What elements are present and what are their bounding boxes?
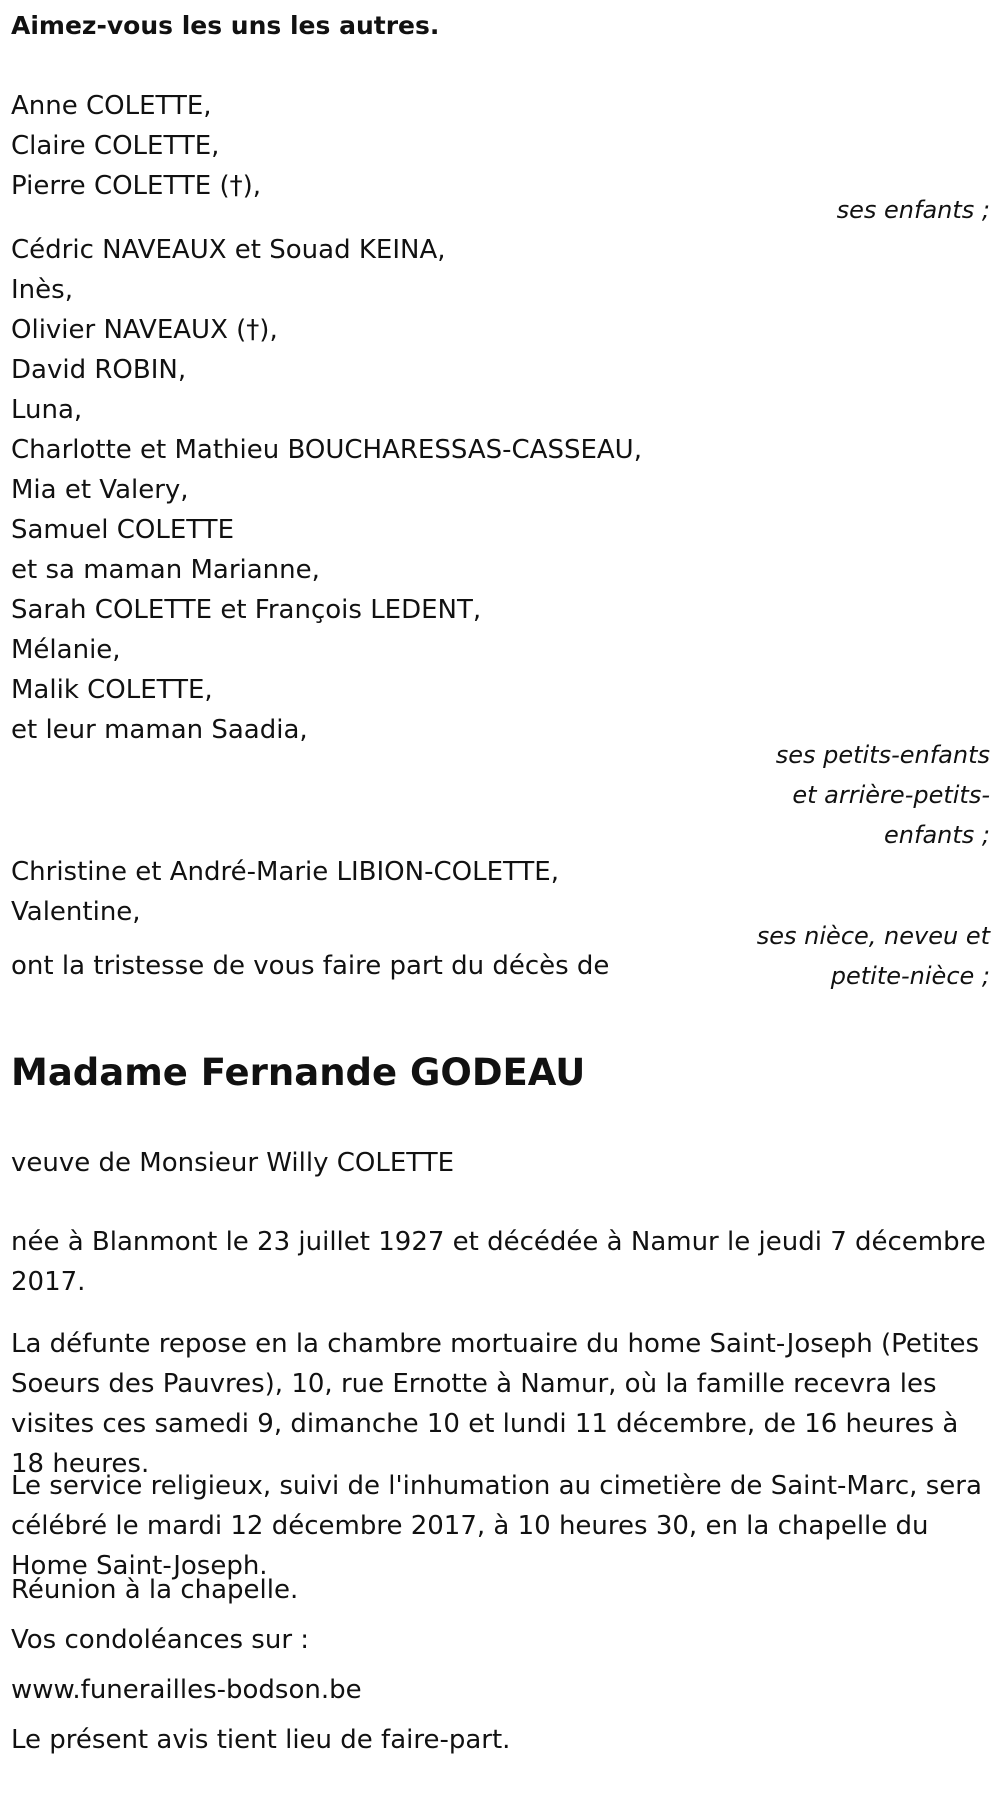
family-member: Cédric NAVEAUX et Souad KEINA,	[11, 235, 446, 265]
closing-paragraph: Le présent avis tient lieu de faire-part.	[11, 1725, 511, 1755]
condolences-paragraph: Vos condoléances sur :	[11, 1625, 310, 1655]
family-member: Anne COLETTE,	[11, 91, 212, 121]
announcement-intro: ont la tristesse de vous faire part du décès de	[11, 951, 610, 981]
family-member: Claire COLETTE,	[11, 131, 220, 161]
grandchildren-group	[11, 230, 642, 750]
family-member: David ROBIN,	[11, 355, 187, 385]
family-member: Luna,	[11, 395, 83, 425]
meeting-paragraph: Réunion à la chapelle.	[11, 1575, 299, 1605]
family-member: Malik COLETTE,	[11, 675, 213, 705]
family-member: Olivier NAVEAUX (†),	[11, 315, 278, 345]
birth-death-paragraph: née à Blanmont le 23 juillet 1927 et décédée à Namur le jeudi 7 décembre 2017.	[11, 1227, 986, 1297]
family-member: Pierre COLETTE (†),	[11, 171, 262, 201]
children-group	[11, 86, 261, 206]
service-paragraph: Le service religieux, suivi de l'inhumation au cimetière de Saint-Marc, sera célébré le mardi 12 décembre 2017, à 10 heures 30, en la chapelle du Home Saint-Joseph.	[11, 1471, 982, 1581]
website-link[interactable]: www.funerailles-bodson.be	[11, 1675, 362, 1705]
family-member: Mia et Valery,	[11, 475, 189, 505]
family-member: Valentine,	[11, 897, 141, 927]
grandchildren-role-label: ses petits-enfants et arrière-petits-enfants ;	[775, 741, 990, 849]
family-member: Samuel COLETTE	[11, 515, 234, 545]
family-member: Sarah COLETTE et François LEDENT,	[11, 595, 482, 625]
nieces-group	[11, 852, 559, 932]
widow-of-line: veuve de Monsieur Willy COLETTE	[11, 1148, 455, 1178]
motto-heading: Aimez-vous les uns les autres.	[11, 11, 440, 40]
family-member: et leur maman Saadia,	[11, 715, 308, 745]
family-member: Mélanie,	[11, 635, 121, 665]
family-member: Inès,	[11, 275, 73, 305]
visitation-paragraph: La défunte repose en la chambre mortuaire du home Saint-Joseph (Petites Soeurs des Pauvres), 10, rue Ernotte à Namur, où la famille recevra les visites ces samedi 9, dimanche 10 et lundi 11 décembre, de 16 heures à 18 heures.	[11, 1329, 980, 1479]
deceased-name: Madame Fernande GODEAU	[11, 1051, 586, 1094]
family-member: Christine et André-Marie LIBION-COLETTE,	[11, 857, 559, 887]
nieces-role-label: ses nièce, neveu et petite-nièce ;	[756, 922, 990, 990]
children-role-label: ses enfants ;	[836, 196, 990, 224]
family-member: et sa maman Marianne,	[11, 555, 320, 585]
family-member: Charlotte et Mathieu BOUCHARESSAS-CASSEAU,	[11, 435, 642, 465]
